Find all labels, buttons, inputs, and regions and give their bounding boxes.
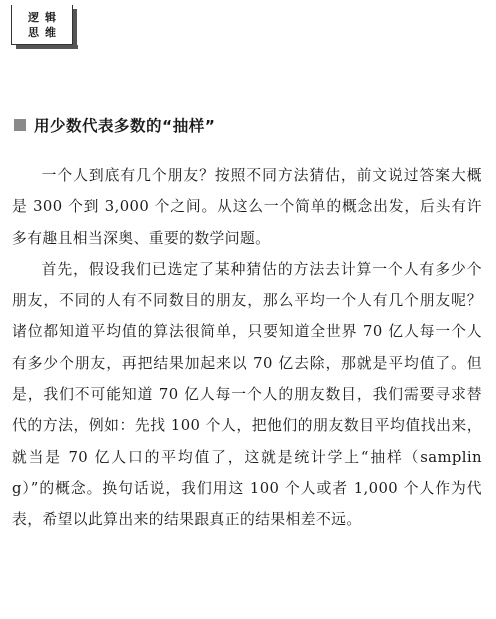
chapter-tag-line-2: 思维 — [28, 25, 62, 39]
body-text — [12, 160, 482, 536]
section-heading — [14, 114, 215, 136]
paragraph-2: 首先，假设我们已选定了某种猜估的方法去计算一个人有多少个朋友，不同的人有不同数目的朋友，那么平均一个人有几个朋友呢？诸位都知道平均值的算法很简单，只要知道全世界 70 亿人每一个人有多少个朋友，再把结果加起来以 70 亿去除，那就是平均值了。但是，我们不可能知道 70 亿人每一个人的朋友数目，我们需要寻求替代的方法，例如：先找 100 个人，把他们的朋友数目平均值找出来，就当是 70 亿人口的平均值了，这就是统计学上“抽样（sampling）”的概念。换句话说，我们用这 100 个人或者 1,000 个人作为代表，希望以此算出来的结果跟真正的结果相差不远。 — [12, 260, 482, 529]
paragraph-1: 一个人到底有几个朋友？按照不同方法猜估，前文说过答案大概是 300 个到 3,000 个之间。从这么一个简单的概念出发，后头有许多有趣且相当深奥、重要的数学问题。 — [12, 167, 482, 247]
chapter-tag-box — [11, 5, 73, 45]
heading-square-icon — [14, 119, 26, 131]
section-heading-text: 用少数代表多数的“抽样” — [34, 117, 216, 135]
chapter-tag-line-1: 逻辑 — [28, 10, 62, 24]
